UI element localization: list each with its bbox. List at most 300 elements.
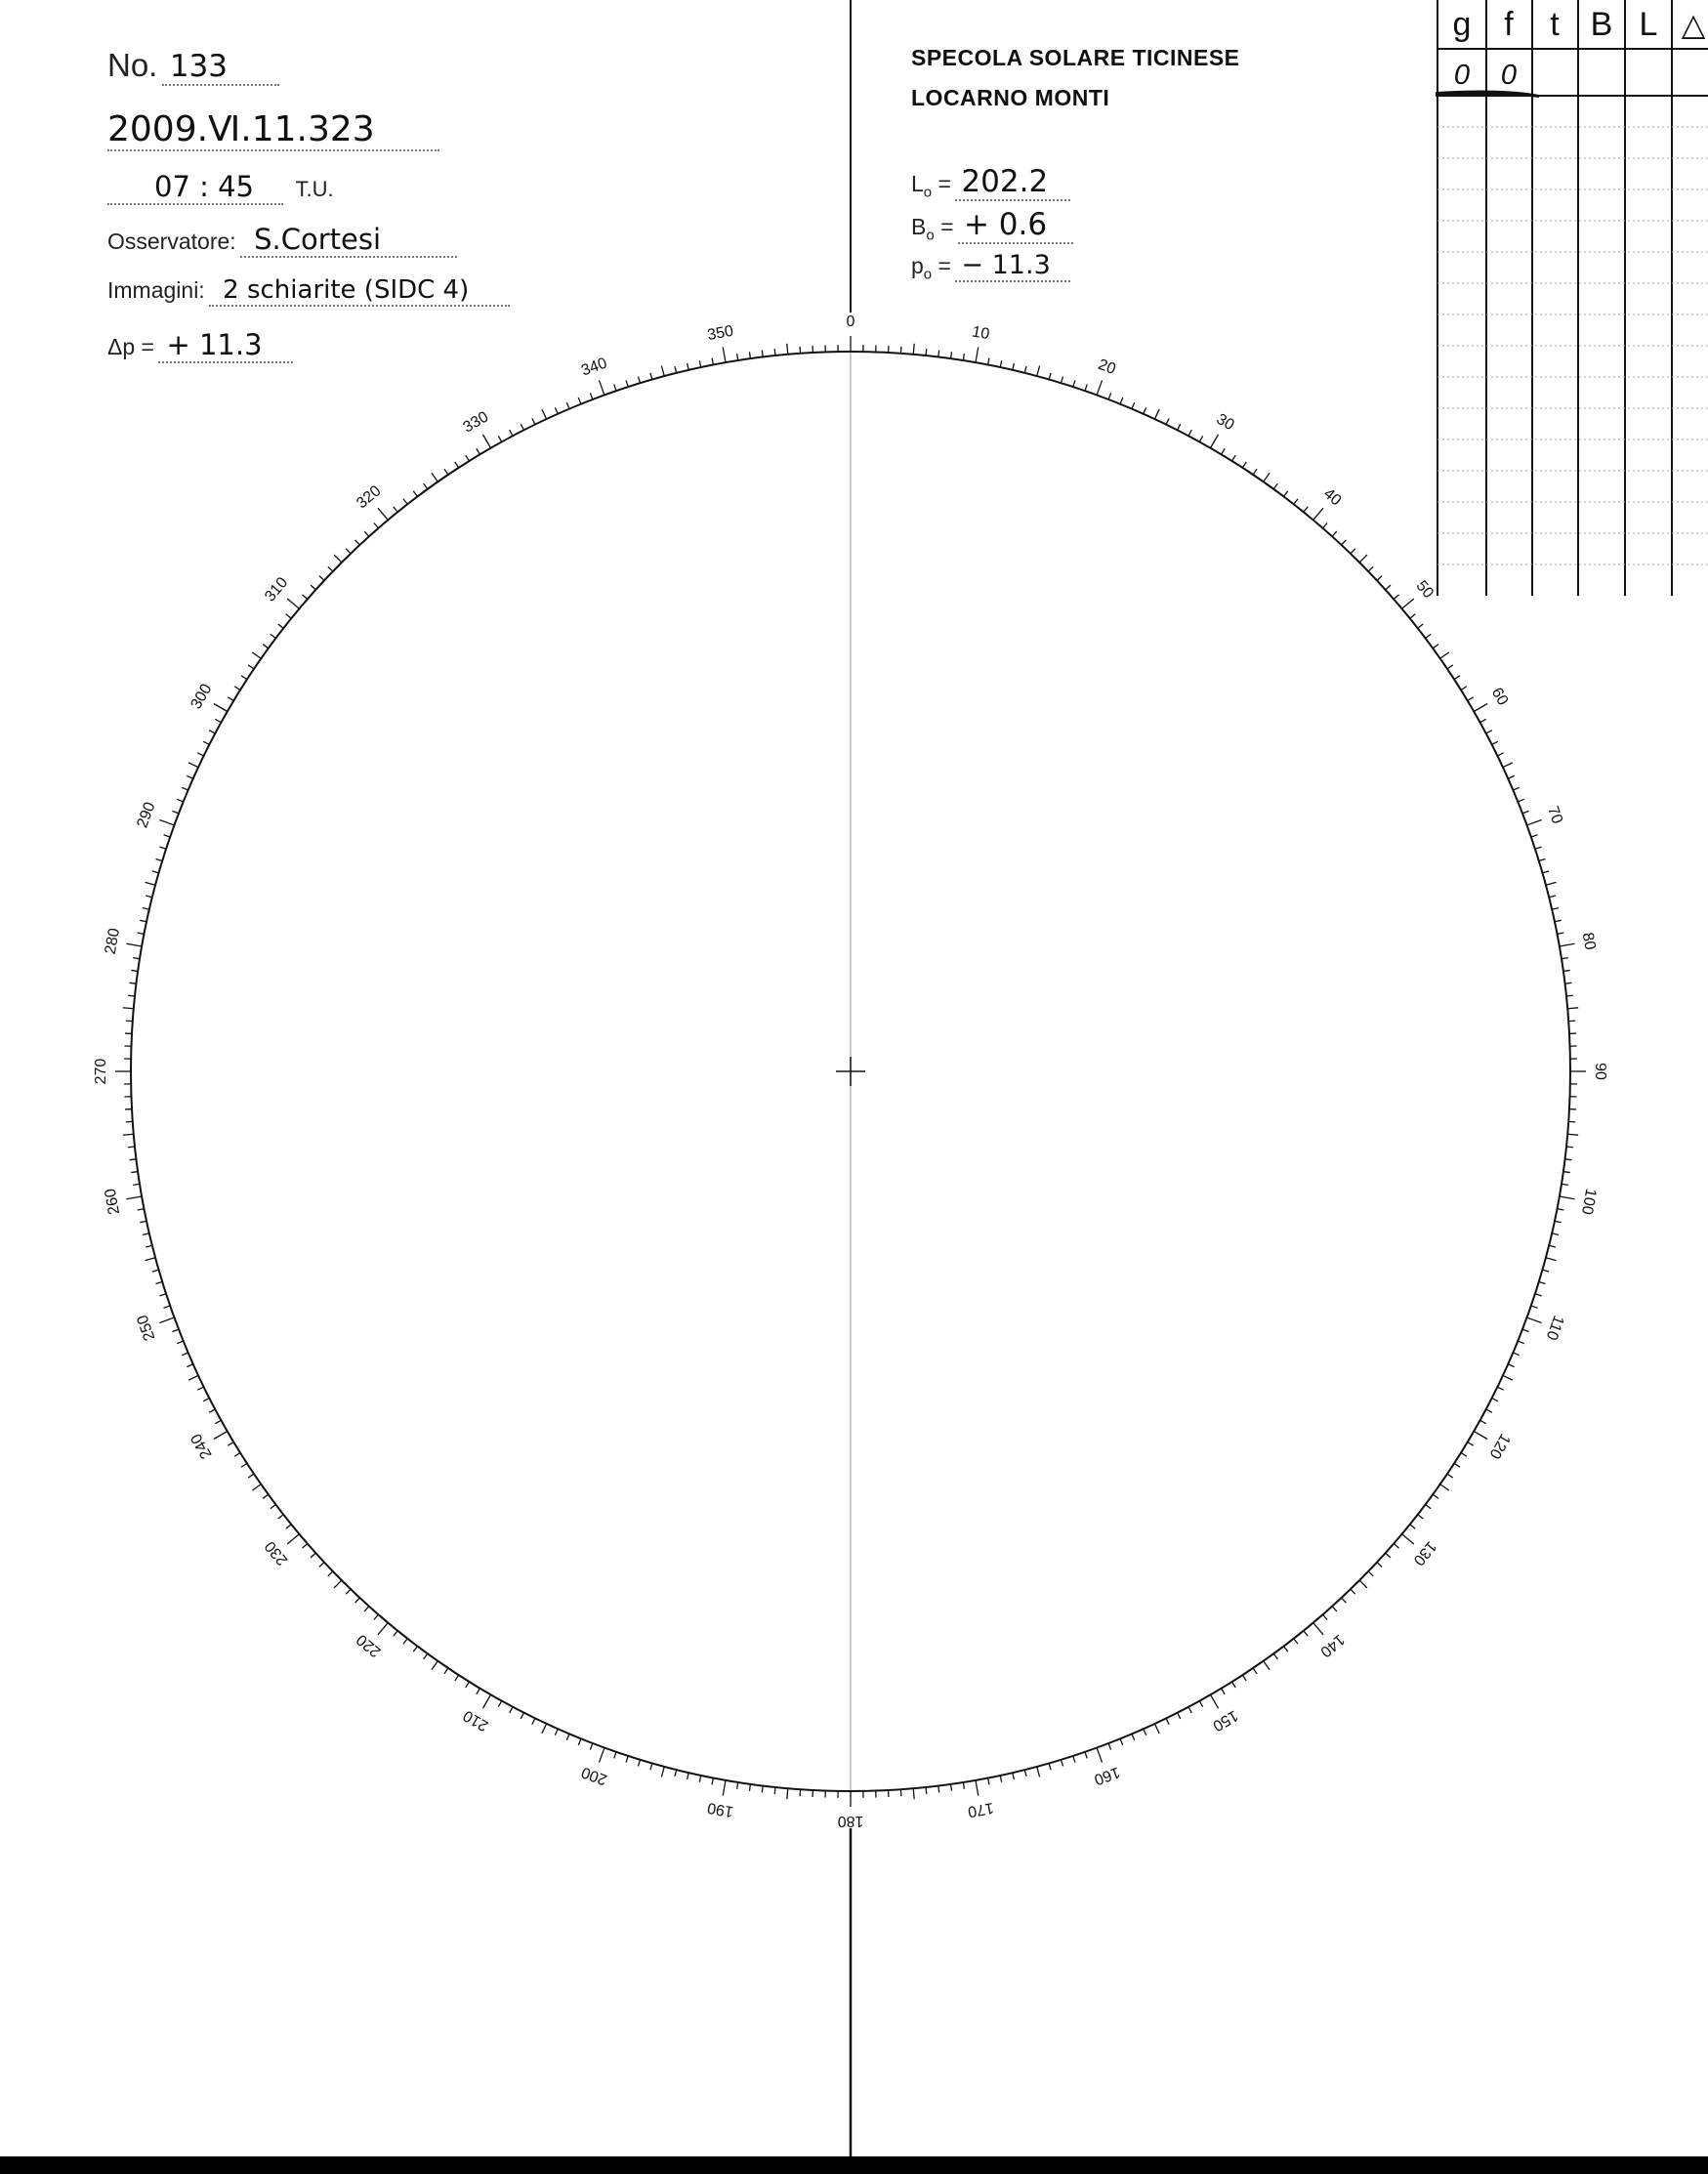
dial-tick [1211,435,1219,448]
dial-tick [1394,1544,1398,1549]
dial-tick [1097,380,1102,395]
dial-label-210: 210 [460,1706,492,1735]
dial-tick [1037,1767,1040,1777]
dial-tick [143,1233,149,1235]
time-value: 07 : 45 [107,170,283,205]
dial-tick [209,1409,215,1412]
dial-tick [182,787,187,790]
dial-tick [278,624,284,628]
dial-tick [1557,933,1563,934]
dial-tick [737,354,738,360]
dial-tick [1253,1668,1257,1674]
dial-tick [209,731,215,733]
dial-label-280: 280 [102,927,124,956]
dial-tick [263,1494,269,1498]
dial-tick [1486,731,1492,733]
dial-tick [394,1631,397,1636]
dial-tick [638,377,640,384]
dial-tick [1284,491,1288,497]
dial-label-100: 100 [1577,1187,1600,1216]
dial-tick [1000,1776,1001,1782]
number-value: 133 [162,49,279,86]
dial-tick [1386,1553,1391,1558]
delta-p-value: + 11.3 [158,328,293,363]
dial-tick [1222,1689,1226,1694]
dial-label-160: 160 [1091,1763,1122,1788]
dial-tick [128,1147,135,1148]
dial-tick [271,634,276,638]
dial-label-10: 10 [970,323,991,344]
dial-tick [578,397,581,403]
dial-tick [159,819,174,824]
dial-tick [164,1306,171,1308]
dial-tick [675,1770,677,1777]
dial-tick [252,1484,261,1490]
dial-tick [976,347,979,362]
dial-tick [248,1474,254,1478]
dial-tick [590,1743,593,1750]
dial-tick [1562,958,1568,959]
dial-tick [432,473,437,481]
dial-tick [1232,455,1236,461]
dial-tick [1492,741,1498,744]
dial-tick [146,1245,152,1247]
dial-tick [248,665,254,669]
dial-tick [156,858,163,860]
dial-tick [214,1432,228,1440]
institution-location: LOCARNO MONTI [911,85,1110,110]
number-label: No. [107,47,158,83]
ephemeris-B0: $B_o$ = + 0.6 [911,207,1073,244]
dial-tick [1178,424,1181,430]
table-header-t: t [1550,6,1560,43]
dial-tick [650,1763,652,1770]
dial-tick [1132,1734,1135,1739]
dial-tick [1294,499,1298,505]
dial-tick [762,351,763,357]
dial-tick [938,351,939,357]
dial-label-110: 110 [1542,1313,1567,1343]
dial-tick [599,380,604,395]
dial-tick [483,435,491,448]
dial-tick [182,1353,187,1356]
dial-tick [346,549,351,554]
dial-tick [364,531,369,536]
dial-tick [988,358,989,365]
dial-tick [1560,1196,1575,1199]
dial-tick [328,1571,333,1576]
dial-tick [749,352,750,358]
dial-tick [1447,665,1453,669]
dial-label-240: 240 [187,1430,216,1462]
dial-label-70: 70 [1543,804,1566,826]
L0-value: 202.2 [955,164,1070,201]
dial-tick [1426,634,1432,638]
dial-tick [311,1553,315,1558]
dial-tick [599,1748,604,1763]
dial-tick [699,1776,700,1782]
dial-tick [378,1623,388,1635]
dial-label-80: 80 [1578,931,1599,952]
date-value: 2009.Ⅵ.11.323 [107,109,439,151]
dial-tick [1073,1756,1075,1763]
dial-tick [926,349,927,355]
dial-label-120: 120 [1485,1430,1514,1462]
dial-tick [1522,1329,1529,1332]
dial-tick [1552,908,1559,910]
dial-tick [164,835,171,837]
dial-tick [128,995,135,996]
dial-tick [1332,1607,1337,1611]
dial-tick [302,595,307,600]
dial-tick [197,1387,203,1390]
dial-label-60: 60 [1487,685,1512,709]
dial-tick [951,352,952,358]
dial-tick [1468,1442,1474,1446]
dial-tick [650,373,652,380]
dial-tick [1273,483,1277,489]
dial-tick [187,775,192,778]
dial-tick [498,1701,501,1707]
ephemeris-L0: $L_o = 202.2$ [911,164,1070,201]
dial-tick [521,424,523,430]
table-cell-f-1: 0 [1500,60,1518,91]
dial-tick [774,1787,775,1794]
dial-label-320: 320 [354,482,385,513]
dial-tick [126,1196,142,1199]
dial-tick [1144,407,1146,413]
dial-tick [1394,595,1398,600]
dial-tick [1535,847,1542,849]
dial-label-270: 270 [93,1058,110,1085]
dial-tick [159,847,166,849]
dial-tick [1049,373,1051,380]
dial-tick [334,555,342,563]
dial-label-310: 310 [262,574,292,606]
dial-tick [1386,585,1391,590]
dial-tick [1542,1270,1549,1272]
dial-tick [1562,1184,1568,1185]
dial-tick [1178,1713,1181,1719]
dial-tick [477,1689,480,1694]
dial-tick [1000,360,1001,367]
dial-label-290: 290 [134,800,159,831]
dial-tick [138,1209,145,1210]
images-value: 2 schiarite (SIDC 4) [209,275,510,307]
dial-tick [432,1661,437,1670]
dial-tick [466,1682,470,1688]
dial-label-170: 170 [966,1798,995,1820]
dial-tick [1368,1571,1373,1576]
dial-tick [197,753,203,756]
dial-tick [1304,507,1308,512]
dial-tick [1480,719,1486,722]
dial-tick [159,1317,174,1322]
dial-tick [1313,508,1323,520]
dial-tick [1359,1580,1367,1588]
dial-tick [152,871,159,873]
dial-tick [413,491,417,497]
dial-tick [661,1767,664,1777]
dial-tick [234,687,240,690]
scan-border [0,2156,1708,2174]
dial-label-300: 300 [187,681,216,713]
dial-tick [355,540,360,545]
dial-tick [787,1788,788,1799]
dial-tick [1024,1770,1026,1777]
dial-tick [1567,1134,1578,1135]
dial-tick [1454,676,1460,680]
dial-label-250: 250 [134,1312,159,1343]
dial-tick [1535,1294,1542,1296]
dial-tick [378,508,388,520]
dial-tick [1513,787,1519,790]
dial-tick [1284,1647,1288,1652]
dial-tick [1539,1281,1546,1283]
dial-tick [532,418,535,424]
dial-tick [444,469,448,475]
dial-tick [626,380,628,387]
dial-tick [542,409,547,419]
dial-tick [1503,763,1513,768]
dial-tick [1557,1209,1563,1210]
dial-tick [1085,1752,1087,1759]
dial-tick [1497,753,1503,756]
dial-tick [976,1780,979,1796]
dial-tick [203,741,209,744]
dial-tick [214,704,228,712]
dial-tick [424,1653,428,1659]
dial-tick [130,982,137,983]
dial-label-260: 260 [102,1187,124,1216]
dial-tick [346,1589,351,1594]
dial-tick [1418,624,1424,628]
dial-tick [555,407,558,413]
dial-tick [143,908,149,910]
dial-tick [413,1647,417,1652]
dial-tick [1542,871,1549,873]
dial-tick [1166,418,1169,424]
dial-tick [131,1172,138,1173]
dial-tick [364,1607,369,1611]
dial-tick [675,366,677,373]
dial-tick [172,811,179,814]
dial-tick [1222,448,1226,454]
dial-tick [510,1707,513,1713]
B0-label: B [911,214,927,239]
dial-tick [1108,1743,1111,1750]
dial-tick [1468,697,1474,701]
dial-tick [1518,799,1523,802]
dial-tick [188,763,198,768]
dial-tick [521,1713,523,1719]
table-header-g: g [1452,6,1472,43]
dial-tick [1447,1474,1453,1478]
dial-tick [1264,473,1270,481]
dial-tick [234,1453,240,1457]
table-header-delta: △ [1681,7,1706,42]
dial-tick [156,1281,163,1283]
dial-tick [287,1534,299,1544]
dial-tick [566,402,569,408]
delta-p-label: Δp = [107,334,154,359]
dial-tick [1492,1399,1498,1401]
dial-tick [988,1777,989,1784]
dial-tick [394,507,397,512]
dial-tick [762,1786,763,1793]
dial-tick [1565,1159,1572,1160]
dial-tick [271,1505,276,1509]
dial-tick [1061,1760,1062,1767]
dial-tick [1474,704,1487,712]
dial-tick [286,614,291,618]
dial-tick [938,1786,939,1793]
table-header-L: L [1639,6,1658,43]
dial-tick [123,1008,134,1009]
dial-tick [1454,1463,1460,1467]
dial-tick [1253,469,1257,475]
dial-tick [737,1782,738,1789]
dial-tick [555,1729,558,1735]
dial-tick [566,1734,569,1739]
institution-name: SPECOLA SOLARE TICINESE [911,45,1240,70]
dial-tick [1567,1008,1578,1009]
dial-tick [1549,896,1556,898]
dial-tick [278,1515,284,1519]
dial-tick [1242,1675,1246,1681]
dial-tick [1120,397,1123,403]
dial-tick [145,882,155,885]
dial-tick [328,566,333,571]
dial-tick [355,1598,360,1603]
dial-tick [177,1341,183,1344]
dial-tick [913,1788,914,1799]
dial-label-340: 340 [579,355,610,380]
dial-tick [1242,462,1246,468]
dial-tick [723,347,726,362]
dial-tick [1154,409,1159,419]
dial-tick [138,933,145,934]
dial-tick [1539,858,1546,860]
dial-tick [483,1694,491,1708]
dial-tick [1440,1484,1449,1490]
dial-tick [542,1724,547,1734]
dial-tick [1486,1409,1492,1412]
dial-tick [1508,775,1514,778]
dial-tick [1342,540,1347,545]
dial-tick [1563,1172,1570,1173]
dial-tick [1480,1420,1486,1423]
dial-tick [123,1134,134,1135]
p0-value: − 11.3 [955,250,1070,282]
dial-tick [1199,436,1202,441]
dial-label-90: 90 [1591,1063,1608,1080]
dial-tick [1402,599,1414,608]
dial-tick [638,1760,640,1767]
dial-tick [319,1563,324,1568]
dial-tick [241,676,247,680]
dial-tick [1531,835,1538,837]
dial-tick [1188,430,1191,436]
dial-tick [287,599,299,608]
dial-tick [1433,1494,1438,1498]
dial-tick [1518,1341,1523,1344]
dial-tick [1377,576,1382,581]
dial-label-350: 350 [706,322,735,345]
dial-tick [444,1668,448,1674]
dial-tick [1211,1694,1219,1708]
dial-tick [152,1270,159,1272]
dial-tick [1368,566,1373,571]
dial-label-50: 50 [1412,577,1437,603]
observer-value: S.Cortesi [240,223,457,258]
dial-tick [1188,1707,1191,1713]
dial-tick [215,719,221,722]
dial-tick [311,585,315,590]
dial-tick [913,344,914,355]
dial-tick [1531,1306,1538,1308]
dial-tick [1144,1729,1146,1735]
dial-tick [1013,363,1015,370]
dial-tick [1565,982,1572,983]
dial-tick [228,1442,233,1446]
dial-tick [1410,1525,1415,1528]
dial-tick [712,1777,713,1784]
dial-tick [1426,1505,1432,1509]
dial-tick [455,1675,459,1681]
B0-value: + 0.6 [958,207,1073,244]
dial-tick [1061,377,1062,384]
dial-label-330: 330 [460,408,492,437]
dial-label-180: 180 [837,1812,864,1829]
table-header-f: f [1504,6,1514,43]
dial-tick [661,365,664,376]
dial-tick [131,970,138,971]
dial-tick [1474,1432,1487,1440]
dial-tick [1313,1623,1323,1635]
dial-tick [1461,687,1467,690]
dial-tick [1546,882,1557,885]
dial-tick [215,1420,221,1423]
dial-tick [1497,1387,1503,1390]
dial-tick [787,344,788,355]
dial-tick [252,652,261,658]
dial-tick [510,430,513,436]
ephemeris-p0: $p_o$ = − 11.3 [911,250,1070,283]
dial-tick [1332,531,1337,536]
dial-tick [963,1782,964,1789]
dial-tick [241,1463,247,1467]
dial-tick [1132,402,1135,408]
dial-tick [1527,1317,1542,1322]
dial-label-230: 230 [262,1537,292,1568]
dial-tick [1120,1738,1123,1744]
dial-tick [1304,1631,1308,1636]
dial-tick [1351,1589,1355,1594]
table-cell-g-1: 0 [1453,60,1471,91]
dial-tick [1552,1233,1559,1235]
dial-label-0: 0 [846,314,855,331]
dial-tick [140,1221,146,1222]
dial-tick [302,1544,307,1549]
dial-tick [1440,652,1449,658]
dial-tick [1359,555,1367,563]
dial-tick [140,920,146,921]
dial-tick [403,499,407,505]
dial-tick [188,1375,198,1380]
dial-tick [1566,995,1573,996]
dial-tick [203,1399,209,1401]
